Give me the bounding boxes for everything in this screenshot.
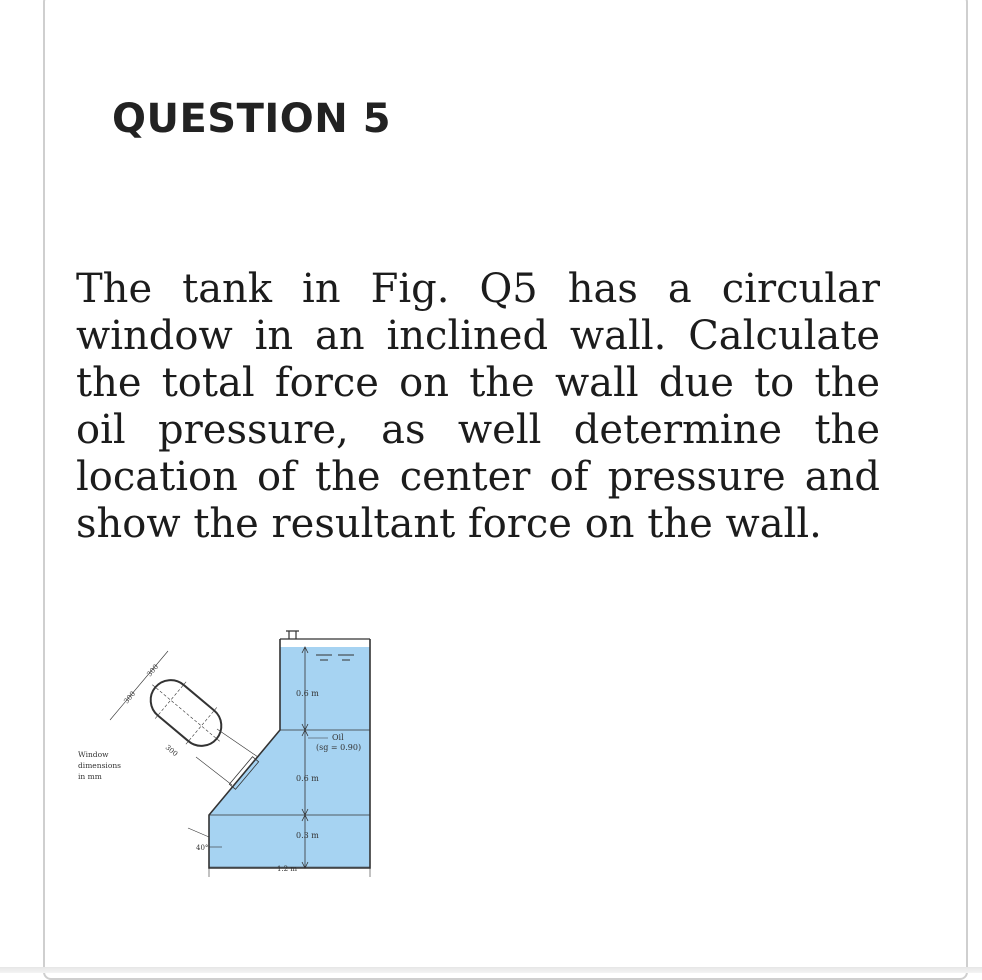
tank-diagram: [72, 625, 382, 880]
angle-label: 40°: [196, 844, 209, 852]
projection-line: [217, 729, 258, 757]
window-detail: [137, 666, 235, 759]
oil-region: [209, 647, 370, 868]
window-dim-300b: 300: [145, 662, 161, 679]
tank-figure: [72, 625, 382, 884]
top-depth-label: 0.6 m: [296, 689, 319, 698]
angle-leader: [188, 828, 209, 837]
mid-depth-label: 0.6 m: [296, 774, 319, 783]
window-dim-300a: 300: [122, 689, 138, 706]
bottom-divider: [0, 967, 982, 973]
question-text: The tank in Fig. Q5 has a circular window in an inclined wall. Calculate the total force on the wall due to the oil pressure, as well determine the location of the center of pressure and show the resultant force on the wall.: [76, 266, 880, 547]
window-note-line3: in mm: [78, 772, 102, 781]
bottom-depth-label: 0.3 m: [296, 831, 319, 840]
projection-line: [196, 757, 232, 785]
oil-sg-label: (sg = 0.90): [316, 743, 362, 752]
question-title: QUESTION 5: [112, 96, 392, 142]
oil-label: Oil: [332, 733, 344, 742]
window-dim-300c: 300: [163, 743, 180, 759]
vent-pipe-icon: [286, 631, 299, 639]
window-note-line1: Window: [78, 750, 109, 759]
width-label: 1.2 m: [277, 865, 297, 873]
window-note-line2: dimensions: [78, 761, 122, 770]
